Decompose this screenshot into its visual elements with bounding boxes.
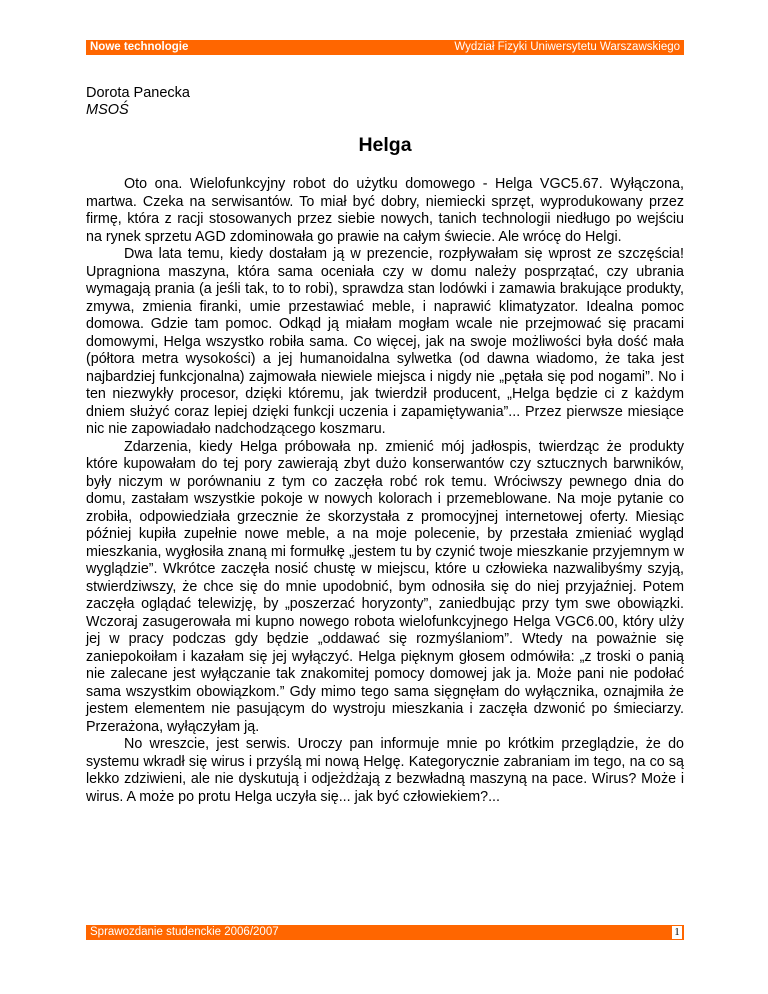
author-name: Dorota Panecka bbox=[86, 85, 190, 101]
document-title: Helga bbox=[358, 134, 412, 156]
author-affiliation: MSOŚ bbox=[86, 102, 129, 118]
page-footer bbox=[86, 925, 684, 940]
paragraph: No wreszcie, jest serwis. Uroczy pan informuje mnie po krótkim przeglądzie, że do systemu wkradł się wirus i przyślą mi nową Helgę. Kategorycznie zabraniam im tego, na co są lekko zdziwieni, ale nie dyskutują i odjeżdżają z bezwładną maszyną na pace. Wirus? Może i wirus. A może po protu Helga uczyła się... jak być człowiekiem?... bbox=[86, 736, 684, 805]
footer-report-label: Sprawozdanie studenckie 2006/2007 bbox=[90, 926, 279, 938]
paragraph: Dwa lata temu, kiedy dostałam ją w prezencie, rozpływałam się wprost ze szczęścia! Upragniona maszyna, która sama oceniała czy w domu należy posprzątać, czy ubrania wymagają prania (a jeśli tak, to to robi), sprawdza stan lodówki i zamawia brakujące produkty, zmywa, zmienia firanki, umie przestawiać meble, i naprawić klimatyzator. Idealna pomoc domowa. Gdzie tam pomoc. Odkąd ją miałam mogłam wcale nie przejmować się pracami domowymi, Helga wszystko robiła sama. Co więcej, jak na swoje możliwości była dość mała (półtora metra wysokości) a jej humanoidalna sylwetka (od dawna wiadomo, że taka jest najbardziej funkcjonalna) zajmowała niewiele miejsca i nigdy nie „pętała się pod nogami”. No i ten niezwykły procesor, dzięki któremu, jak twierdził producent, „Helga będzie ci z każdym dniem służyć coraz lepiej dzięki funkcji uczenia i zapamiętywania”... Przez pierwsze miesiące nic nie zapowiadało nadchodzącego koszmaru. bbox=[86, 246, 684, 437]
header-institution: Wydział Fizyki Uniwersytetu Warszawskiego bbox=[454, 41, 680, 53]
page-number: 1 bbox=[672, 926, 682, 939]
header-section-label: Nowe technologie bbox=[90, 41, 189, 53]
paragraph: Zdarzenia, kiedy Helga próbowała np. zmienić mój jadłospis, twierdząc że produkty które kupowałam do tej pory zawierają zbyt dużo konserwantów czy sztucznych barwników, były niczym w porównaniu z tym co zaczęła robć rok temu. Wróciwszy pewnego dnia do domu, zastałam wszystkie pokoje w nowych kolorach i przemeblowane. Na moje pytanie co zrobiła, odpowiedziała grzecznie że skorzystała z promocyjnej internetowej oferty. Miesiąc później kupiła zupełnie nowe meble, a na moje polecenie, by przestała zmieniać wygląd mieszkania, wygłosiła znaną mi formułkę „jestem tu by czynić twoje mieszkanie przyjemnym w wyglądzie”. Wkrótce zaczęła nosić chustę w miejscu, które u człowieka nazwalibyśmy szyją, stwierdziwszy, że chce się do mnie upodobnić, bym odnosiła się do niej przyjaźniej. Potem zaczęła oglądać telewizję, by „poszerzać horyzonty”, zaniedbując przy tym swe obowiązki. Wczoraj zasugerowała mi kupno nowego robota wielofunkcyjnego Helga VGC6.00, który ulży jej w pracy podczas gdy będzie „oddawać się rozmyślaniom”. Wtedy na poważnie się zaniepokoiłam i kazałam się jej wyłączyć. Helga pięknym głosem odmówiła: „z troski o panią nie zalecane jest wyłączanie tak znakomitej pomocy domowej jak ja. Może pani nie podołać sama wszystkim obowiązkom.” Gdy mimo tego sama sięgnęłam do wyłącznika, oznajmiła że jestem elementem nie pasującym do wystroju mieszkania i zaczęła dzwonić po śmieciarzy. Przerażona, wyłączyłam ją. bbox=[86, 438, 684, 735]
article-body bbox=[86, 176, 684, 806]
paragraph: Oto ona. Wielofunkcyjny robot do użytku domowego - Helga VGC5.67. Wyłączona, martwa. Czeka na serwisantów. To miał być dobry, niemiecki sprzęt, wyprodukowany przez firmę, która z racji stosowanych przez siebie nowych, tanich technologii niedługo po wejściu na rynek sprzetu AGD zdominowała go prawie na całym świecie. Ale wrócę do Helgi. bbox=[86, 176, 684, 245]
page-header bbox=[86, 40, 684, 55]
